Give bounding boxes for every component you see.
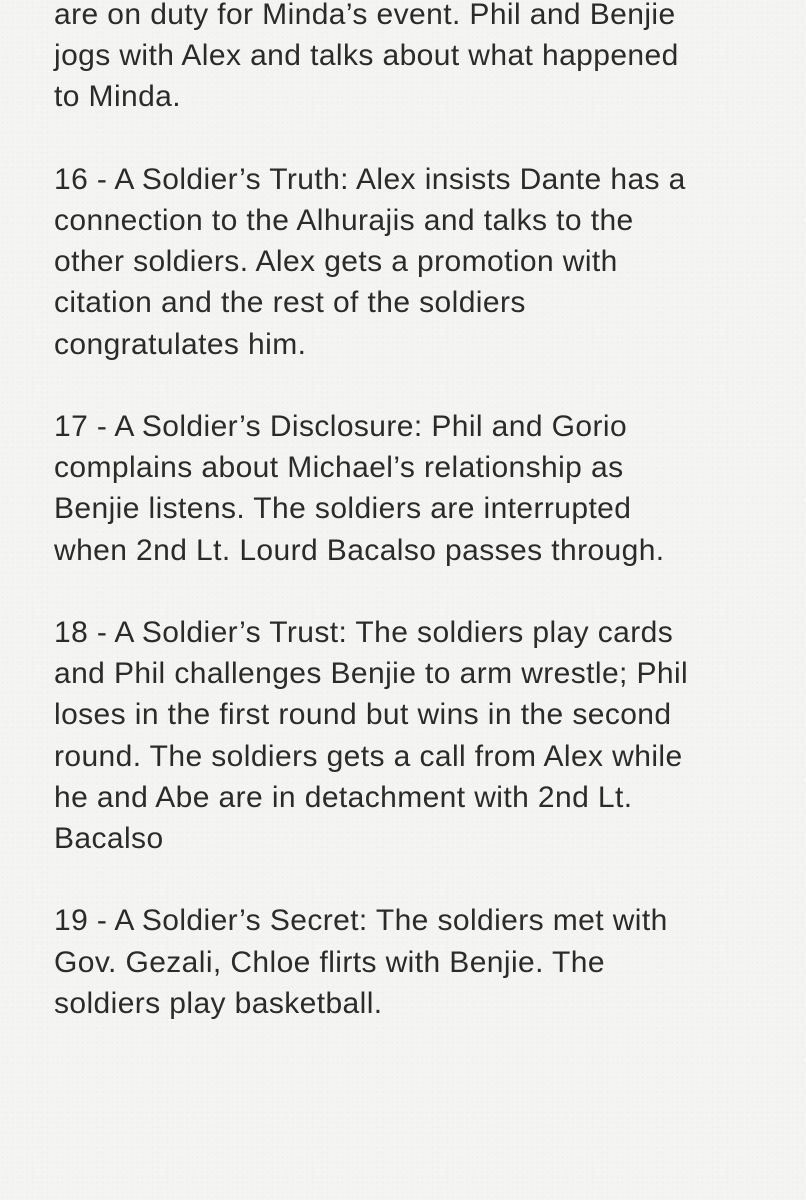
paragraph-gap bbox=[54, 365, 784, 406]
text-line: 18 - A Soldier’s Trust: The soldiers play cards bbox=[54, 616, 674, 649]
note-paragraph-continuation bbox=[54, 0, 784, 118]
note-paragraph-episode-16 bbox=[54, 159, 784, 365]
note-paragraph-episode-17 bbox=[54, 406, 784, 571]
text-line: to Minda. bbox=[54, 80, 181, 114]
text-line: citation and the rest of the soldiers bbox=[54, 286, 526, 320]
text-line: round. The soldiers gets a call from Alex while bbox=[54, 739, 683, 773]
text-line: congratulates him. bbox=[54, 327, 307, 361]
text-line: 19 - A Soldier’s Secret: The soldiers met with bbox=[54, 904, 668, 938]
text-line: other soldiers. Alex gets a promotion with bbox=[54, 245, 618, 279]
note-body bbox=[54, 0, 784, 1024]
text-line: loses in the first round but wins in the second bbox=[54, 698, 672, 732]
note-paragraph-episode-18 bbox=[54, 612, 784, 859]
text-line: 17 - A Soldier’s Disclosure: Phil and Gorio bbox=[54, 410, 628, 443]
text-line: and Phil challenges Benjie to arm wrestle; Phil bbox=[54, 657, 689, 691]
text-line: soldiers play basketball. bbox=[54, 986, 383, 1020]
text-line: complains about Michael’s relationship as bbox=[54, 451, 624, 485]
text-line: he and Abe are in detachment with 2nd Lt. bbox=[54, 780, 633, 814]
text-line: 16 - A Soldier’s Truth: Alex insists Dante has a bbox=[54, 162, 686, 196]
text-line: Gov. Gezali, Chloe flirts with Benjie. The bbox=[54, 945, 605, 979]
paragraph-gap bbox=[54, 859, 784, 900]
paragraph-gap bbox=[54, 571, 784, 612]
text-line: Benjie listens. The soldiers are interrupted bbox=[54, 492, 632, 526]
text-line: Bacalso bbox=[54, 822, 164, 856]
text-line: when 2nd Lt. Lourd Bacalso passes through. bbox=[54, 533, 665, 567]
text-line: connection to the Alhurajis and talks to the bbox=[54, 204, 634, 237]
paragraph-gap bbox=[54, 118, 784, 159]
note-paragraph-episode-19 bbox=[54, 900, 784, 1024]
text-line: are on duty for Minda’s event. Phil and Benjie bbox=[54, 0, 676, 31]
text-line: jogs with Alex and talks about what happened bbox=[54, 39, 679, 73]
